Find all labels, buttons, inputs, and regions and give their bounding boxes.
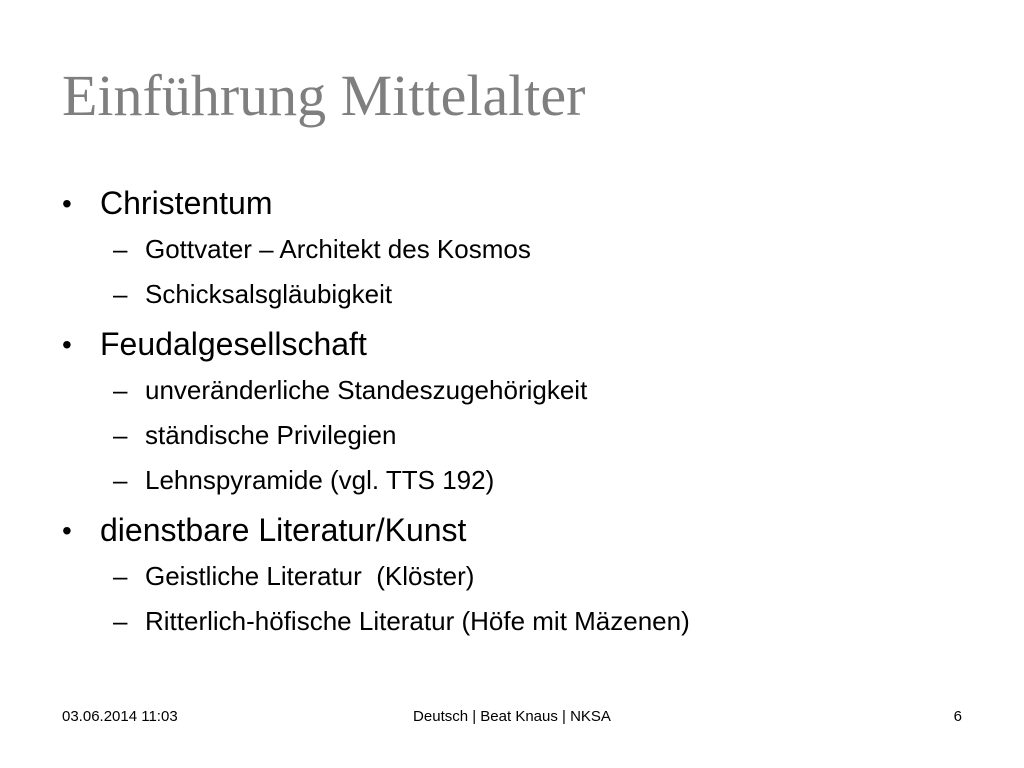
bullet-feudalgesellschaft bbox=[62, 321, 962, 503]
bullet-marker: • bbox=[62, 515, 72, 546]
sub-bullet bbox=[100, 599, 962, 644]
footer-page-number: 6 bbox=[953, 708, 962, 725]
sub-bullet-text: Schicksalsgläubigkeit bbox=[145, 279, 393, 309]
dash-marker: – bbox=[113, 606, 128, 636]
sub-bullet bbox=[100, 554, 962, 599]
sub-bullet-text: Ritterlich-höfische Literatur (Höfe mit Mäzenen) bbox=[145, 606, 690, 636]
sub-bullet bbox=[100, 413, 962, 458]
sub-list bbox=[100, 554, 962, 644]
bullet-marker: • bbox=[62, 329, 72, 360]
dash-marker: – bbox=[113, 234, 128, 264]
bullet-list bbox=[62, 180, 962, 644]
sub-list bbox=[100, 368, 962, 503]
sub-bullet bbox=[100, 272, 962, 317]
sub-bullet-text: unveränderliche Standeszugehörigkeit bbox=[145, 375, 588, 405]
bullet-marker: • bbox=[62, 188, 72, 219]
bullet-christentum bbox=[62, 180, 962, 317]
sub-bullet-text: ständische Privilegien bbox=[145, 420, 397, 450]
bullet-literatur-kunst bbox=[62, 507, 962, 644]
slide-title: Einführung Mittelalter bbox=[62, 63, 586, 128]
dash-marker: – bbox=[113, 420, 128, 450]
sub-bullet-text: Lehnspyramide (vgl. TTS 192) bbox=[145, 465, 495, 495]
bullet-text: Feudalgesellschaft bbox=[100, 326, 367, 362]
dash-marker: – bbox=[113, 375, 128, 405]
sub-list bbox=[100, 227, 962, 317]
footer-center-text: Deutsch | Beat Knaus | NKSA bbox=[413, 708, 611, 725]
sub-bullet-text: Gottvater – Architekt des Kosmos bbox=[145, 234, 531, 264]
sub-bullet-text: Geistliche Literatur (Klöster) bbox=[145, 561, 475, 591]
dash-marker: – bbox=[113, 465, 128, 495]
sub-bullet bbox=[100, 227, 962, 272]
footer-date: 03.06.2014 11:03 bbox=[62, 708, 178, 725]
dash-marker: – bbox=[113, 279, 128, 309]
dash-marker: – bbox=[113, 561, 128, 591]
sub-bullet bbox=[100, 458, 962, 503]
bullet-text: dienstbare Literatur/Kunst bbox=[100, 512, 467, 548]
bullet-text: Christentum bbox=[100, 185, 273, 221]
sub-bullet bbox=[100, 368, 962, 413]
